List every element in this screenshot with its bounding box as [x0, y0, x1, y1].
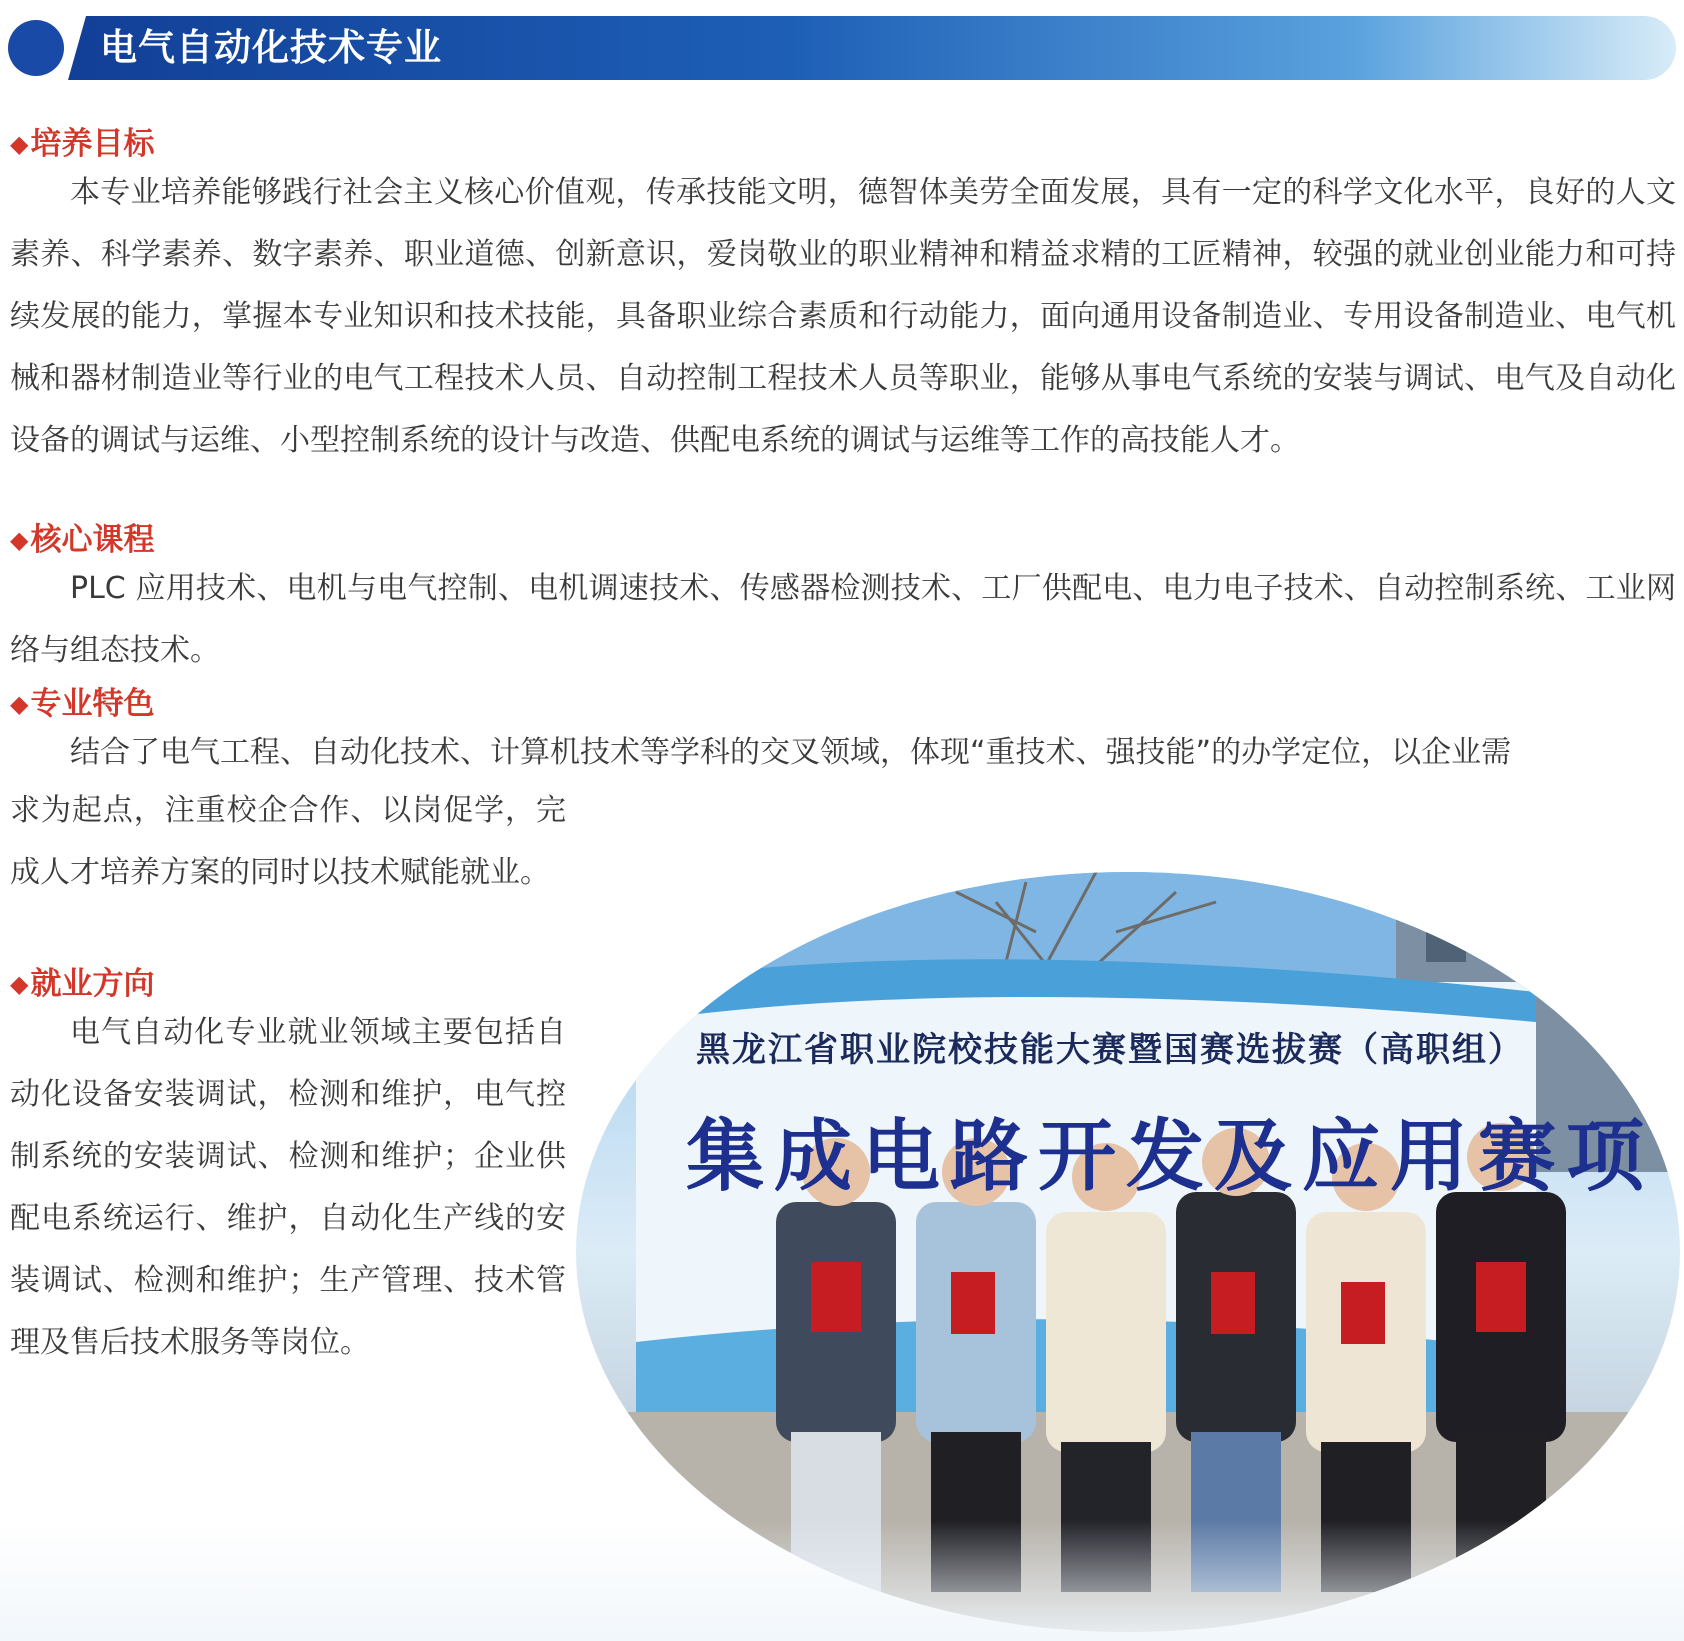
section-text-courses: PLC 应用技术、电机与电气控制、电机调速技术、传感器检测技术、工厂供配电、电力电子技术、自动控制系统、工业网络与组态技术。 — [10, 571, 1676, 668]
section-heading-features: ◆专业特色 — [10, 686, 155, 722]
photo-banner-text-1: 黑龙江省职业院校技能大赛暨国赛选拔赛（高职组） — [696, 1030, 1524, 1070]
diamond-bullet-icon: ◆ — [10, 130, 29, 158]
section-text-features-rest: 求为起点，注重校企合作、以岗促学，完成人才培养方案的同时以技术赋能就业。 — [10, 793, 566, 890]
section-heading-employment: ◆就业方向 — [10, 966, 155, 1002]
section-text-features-line1: 结合了电气工程、自动化技术、计算机技术等学科的交叉领域，体现“重技术、强技能”的办学定位，以企业需 — [70, 735, 1512, 770]
page-title: 电气自动化技术专业 — [100, 26, 442, 69]
diamond-bullet-icon: ◆ — [10, 526, 29, 554]
diamond-bullet-icon: ◆ — [10, 970, 29, 998]
section-heading-courses: ◆核心课程 — [10, 522, 155, 558]
photo-banner-text-2: 集成电路开发及应用赛项 — [686, 1112, 1655, 1202]
photo-scene — [576, 872, 1680, 1632]
header-dot-icon — [8, 20, 64, 76]
award-group-photo — [576, 872, 1680, 1632]
diamond-bullet-icon: ◆ — [10, 690, 29, 718]
section-heading-goals: ◆培养目标 — [10, 126, 155, 162]
section-text-employment: 电气自动化专业就业领域主要包括自动化设备安装调试，检测和维护，电气控制系统的安装调试、检测和维护；企业供配电系统运行、维护，自动化生产线的安装调试、检测和维护；生产管理、技术管理及售后技术服务等岗位。 — [10, 1015, 566, 1360]
section-text-goals: 本专业培养能够践行社会主义核心价值观，传承技能文明，德智体美劳全面发展，具有一定的科学文化水平，良好的人文素养、科学素养、数字素养、职业道德、创新意识，爱岗敬业的职业精神和精益求精的工匠精神，较强的就业创业能力和可持续发展的能力，掌握本专业知识和技术技能，具备职业综合素质和行动能力，面向通用设备制造业、专用设备制造业、电气机械和器材制造业等行业的电气工程技术人员、自动控制工程技术人员等职业，能够从事电气系统的安装与调试、电气及自动化设备的调试与运维、小型控制系统的设计与改造、供配电系统的调试与运维等工作的高技能人才。 — [10, 175, 1676, 458]
